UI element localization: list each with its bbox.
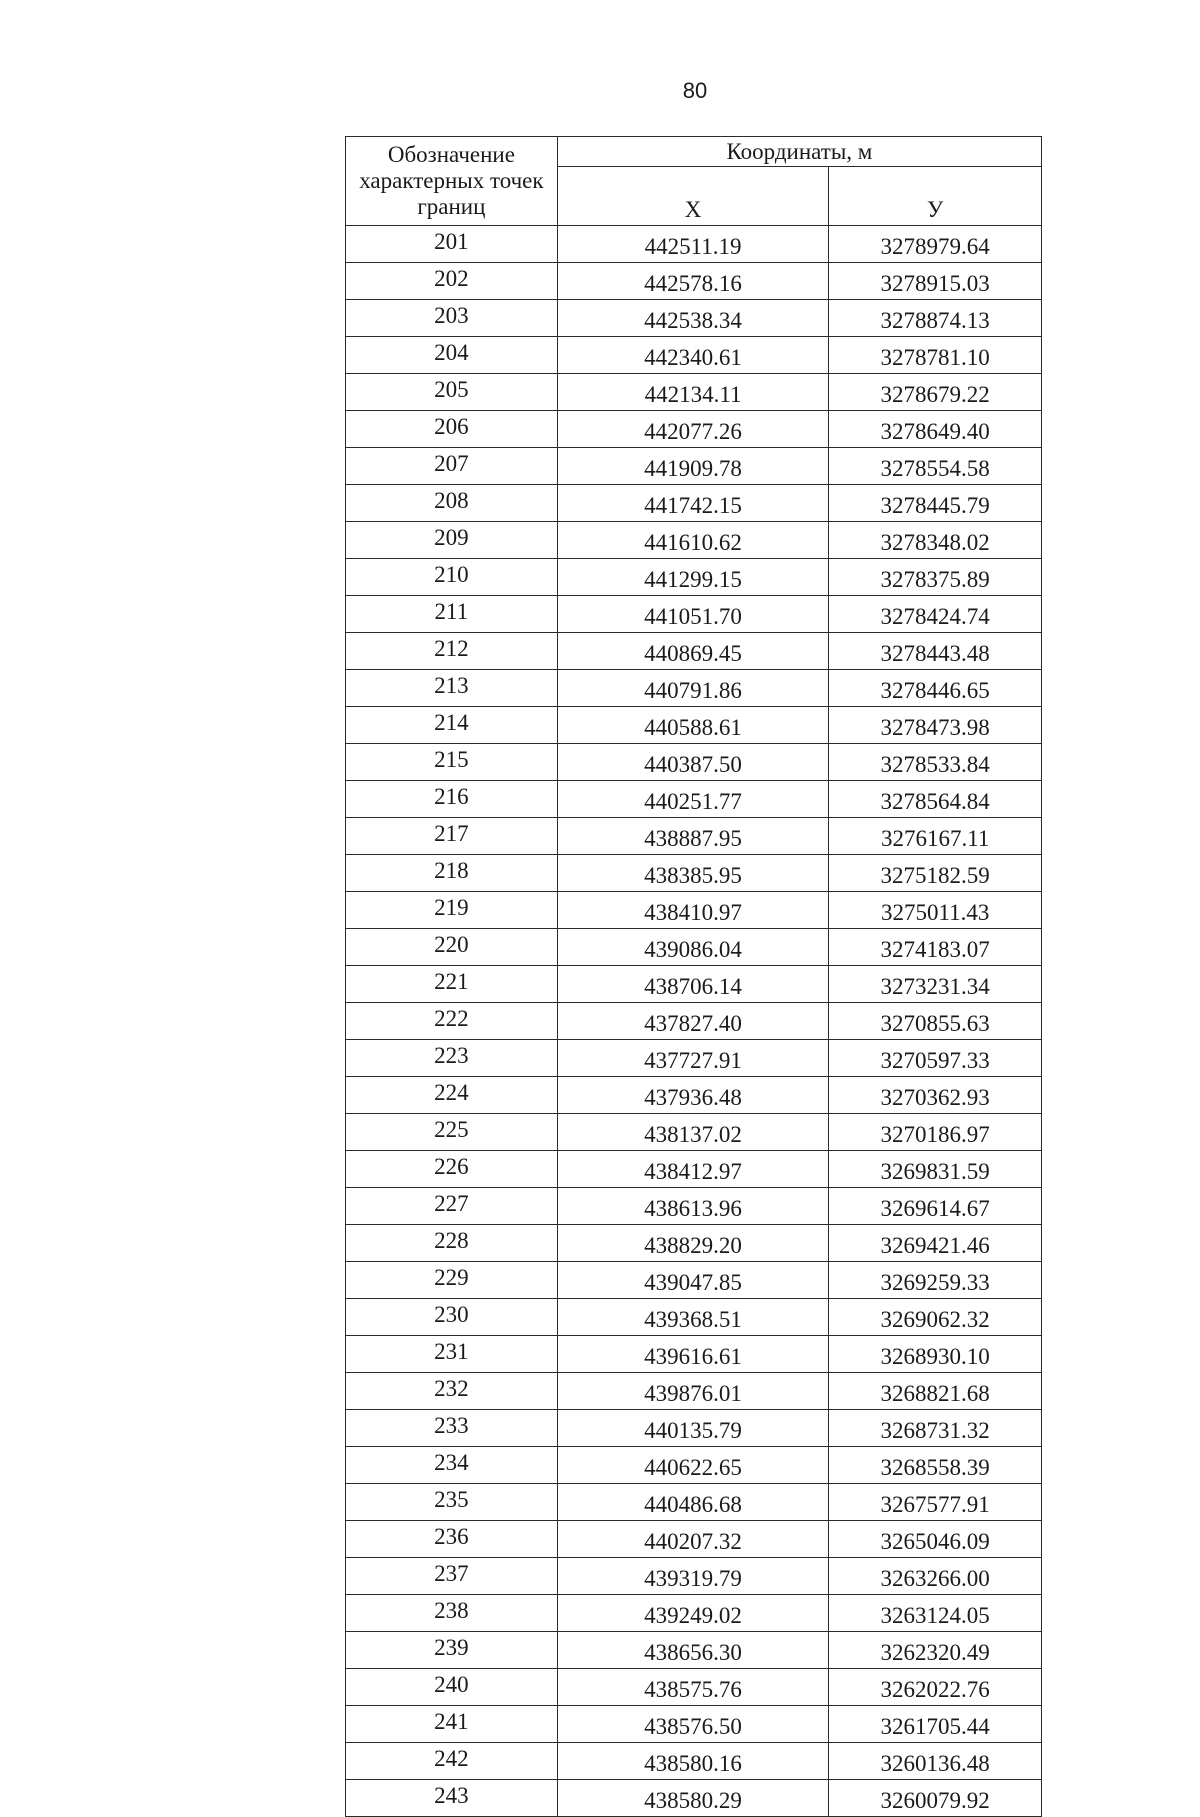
y-coordinate-cell: 3268930.10 — [829, 1336, 1042, 1373]
y-coordinate-cell: 3278348.02 — [829, 522, 1042, 559]
table-row — [346, 1262, 1042, 1299]
point-id-cell: 227 — [346, 1188, 558, 1225]
table-row — [346, 337, 1042, 374]
table-row — [346, 633, 1042, 670]
table-row — [346, 596, 1042, 633]
x-coordinate-cell: 438887.95 — [557, 818, 829, 855]
y-coordinate-cell: 3273231.34 — [829, 966, 1042, 1003]
y-coordinate-cell: 3270855.63 — [829, 1003, 1042, 1040]
x-coordinate-cell: 439319.79 — [557, 1558, 829, 1595]
point-id-cell: 230 — [346, 1299, 558, 1336]
y-coordinate-cell: 3278533.84 — [829, 744, 1042, 781]
point-id-cell: 222 — [346, 1003, 558, 1040]
table-row — [346, 1521, 1042, 1558]
point-id-cell: 220 — [346, 929, 558, 966]
y-coordinate-cell: 3268731.32 — [829, 1410, 1042, 1447]
y-coordinate-cell: 3265046.09 — [829, 1521, 1042, 1558]
y-coordinate-cell: 3270597.33 — [829, 1040, 1042, 1077]
table-row — [346, 929, 1042, 966]
y-coordinate-cell: 3260079.92 — [829, 1780, 1042, 1817]
header-point-designation: Обозначение характерных точек границ — [346, 137, 558, 226]
table-row — [346, 707, 1042, 744]
table-row — [346, 1669, 1042, 1706]
table-row — [346, 1225, 1042, 1262]
x-coordinate-cell: 442340.61 — [557, 337, 829, 374]
x-coordinate-cell: 442578.16 — [557, 263, 829, 300]
y-coordinate-cell: 3278874.13 — [829, 300, 1042, 337]
table-row — [346, 1706, 1042, 1743]
x-coordinate-cell: 441051.70 — [557, 596, 829, 633]
point-id-cell: 243 — [346, 1780, 558, 1817]
table-row — [346, 522, 1042, 559]
point-id-cell: 213 — [346, 670, 558, 707]
point-id-cell: 217 — [346, 818, 558, 855]
y-coordinate-cell: 3263124.05 — [829, 1595, 1042, 1632]
header-coordinates: Координаты, м — [557, 137, 1041, 167]
point-id-cell: 201 — [346, 226, 558, 263]
point-id-cell: 206 — [346, 411, 558, 448]
point-id-cell: 215 — [346, 744, 558, 781]
y-coordinate-cell: 3261705.44 — [829, 1706, 1042, 1743]
table-row — [346, 263, 1042, 300]
table-row — [346, 966, 1042, 1003]
table-row — [346, 1299, 1042, 1336]
table-row — [346, 1743, 1042, 1780]
y-coordinate-cell: 3260136.48 — [829, 1743, 1042, 1780]
point-id-cell: 209 — [346, 522, 558, 559]
table-row — [346, 411, 1042, 448]
table-row — [346, 485, 1042, 522]
x-coordinate-cell: 439876.01 — [557, 1373, 829, 1410]
table-row — [346, 1780, 1042, 1817]
x-coordinate-cell: 440387.50 — [557, 744, 829, 781]
y-coordinate-cell: 3269614.67 — [829, 1188, 1042, 1225]
y-coordinate-cell: 3270362.93 — [829, 1077, 1042, 1114]
point-id-cell: 208 — [346, 485, 558, 522]
y-coordinate-cell: 3268821.68 — [829, 1373, 1042, 1410]
x-coordinate-cell: 438613.96 — [557, 1188, 829, 1225]
y-coordinate-cell: 3278445.79 — [829, 485, 1042, 522]
point-id-cell: 212 — [346, 633, 558, 670]
x-coordinate-cell: 440251.77 — [557, 781, 829, 818]
y-coordinate-cell: 3262320.49 — [829, 1632, 1042, 1669]
x-coordinate-cell: 437827.40 — [557, 1003, 829, 1040]
point-id-cell: 216 — [346, 781, 558, 818]
x-coordinate-cell: 441909.78 — [557, 448, 829, 485]
x-coordinate-cell: 438580.29 — [557, 1780, 829, 1817]
page-number: 80 — [682, 78, 708, 103]
x-coordinate-cell: 442077.26 — [557, 411, 829, 448]
x-coordinate-cell: 440486.68 — [557, 1484, 829, 1521]
table-row — [346, 1114, 1042, 1151]
y-coordinate-cell: 3275182.59 — [829, 855, 1042, 892]
x-coordinate-cell: 440869.45 — [557, 633, 829, 670]
x-coordinate-cell: 442511.19 — [557, 226, 829, 263]
x-coordinate-cell: 440135.79 — [557, 1410, 829, 1447]
point-id-cell: 229 — [346, 1262, 558, 1299]
x-coordinate-cell: 438829.20 — [557, 1225, 829, 1262]
x-coordinate-cell: 437727.91 — [557, 1040, 829, 1077]
table-header — [346, 137, 1042, 226]
point-id-cell: 236 — [346, 1521, 558, 1558]
table-row — [346, 1484, 1042, 1521]
y-coordinate-cell: 3278473.98 — [829, 707, 1042, 744]
table-row — [346, 374, 1042, 411]
y-coordinate-cell: 3269831.59 — [829, 1151, 1042, 1188]
point-id-cell: 228 — [346, 1225, 558, 1262]
point-id-cell: 223 — [346, 1040, 558, 1077]
point-id-cell: 202 — [346, 263, 558, 300]
y-coordinate-cell: 3278649.40 — [829, 411, 1042, 448]
table-row — [346, 1040, 1042, 1077]
y-coordinate-cell: 3267577.91 — [829, 1484, 1042, 1521]
point-id-cell: 210 — [346, 559, 558, 596]
point-id-cell: 238 — [346, 1595, 558, 1632]
table-row — [346, 559, 1042, 596]
y-coordinate-cell: 3262022.76 — [829, 1669, 1042, 1706]
y-coordinate-cell: 3278915.03 — [829, 263, 1042, 300]
x-coordinate-cell: 440207.32 — [557, 1521, 829, 1558]
y-coordinate-cell: 3278424.74 — [829, 596, 1042, 633]
point-id-cell: 241 — [346, 1706, 558, 1743]
x-coordinate-cell: 439368.51 — [557, 1299, 829, 1336]
table-row — [346, 1558, 1042, 1595]
point-id-cell: 242 — [346, 1743, 558, 1780]
x-coordinate-cell: 438706.14 — [557, 966, 829, 1003]
y-coordinate-cell: 3278979.64 — [829, 226, 1042, 263]
point-id-cell: 224 — [346, 1077, 558, 1114]
y-coordinate-cell: 3278679.22 — [829, 374, 1042, 411]
point-id-cell: 204 — [346, 337, 558, 374]
point-id-cell: 203 — [346, 300, 558, 337]
y-coordinate-cell: 3278564.84 — [829, 781, 1042, 818]
y-coordinate-cell: 3275011.43 — [829, 892, 1042, 929]
y-coordinate-cell: 3276167.11 — [829, 818, 1042, 855]
table-row — [346, 1373, 1042, 1410]
x-coordinate-cell: 438410.97 — [557, 892, 829, 929]
x-coordinate-cell: 438656.30 — [557, 1632, 829, 1669]
point-id-cell: 237 — [346, 1558, 558, 1595]
table-row — [346, 1151, 1042, 1188]
point-id-cell: 219 — [346, 892, 558, 929]
point-id-cell: 221 — [346, 966, 558, 1003]
header-x: X — [557, 167, 829, 226]
table-row — [346, 300, 1042, 337]
y-coordinate-cell: 3269421.46 — [829, 1225, 1042, 1262]
table-row — [346, 1410, 1042, 1447]
y-coordinate-cell: 3269062.32 — [829, 1299, 1042, 1336]
point-id-cell: 207 — [346, 448, 558, 485]
x-coordinate-cell: 438137.02 — [557, 1114, 829, 1151]
y-coordinate-cell: 3278375.89 — [829, 559, 1042, 596]
y-coordinate-cell: 3274183.07 — [829, 929, 1042, 966]
table-row — [346, 1632, 1042, 1669]
table-row — [346, 1595, 1042, 1632]
y-coordinate-cell: 3278443.48 — [829, 633, 1042, 670]
x-coordinate-cell: 442538.34 — [557, 300, 829, 337]
table-row — [346, 448, 1042, 485]
x-coordinate-cell: 439616.61 — [557, 1336, 829, 1373]
table-body — [346, 226, 1042, 1817]
x-coordinate-cell: 439249.02 — [557, 1595, 829, 1632]
point-id-cell: 233 — [346, 1410, 558, 1447]
table-row — [346, 744, 1042, 781]
x-coordinate-cell: 439047.85 — [557, 1262, 829, 1299]
table-row — [346, 226, 1042, 263]
point-id-cell: 240 — [346, 1669, 558, 1706]
table-row — [346, 1447, 1042, 1484]
point-id-cell: 214 — [346, 707, 558, 744]
y-coordinate-cell: 3278554.58 — [829, 448, 1042, 485]
x-coordinate-cell: 438580.16 — [557, 1743, 829, 1780]
y-coordinate-cell: 3278781.10 — [829, 337, 1042, 374]
point-id-cell: 234 — [346, 1447, 558, 1484]
x-coordinate-cell: 441299.15 — [557, 559, 829, 596]
table-row — [346, 1003, 1042, 1040]
table-row — [346, 781, 1042, 818]
table-row — [346, 1077, 1042, 1114]
point-id-cell: 225 — [346, 1114, 558, 1151]
x-coordinate-cell: 442134.11 — [557, 374, 829, 411]
table-row — [346, 670, 1042, 707]
point-id-cell: 211 — [346, 596, 558, 633]
x-coordinate-cell: 440622.65 — [557, 1447, 829, 1484]
x-coordinate-cell: 440791.86 — [557, 670, 829, 707]
x-coordinate-cell: 439086.04 — [557, 929, 829, 966]
y-coordinate-cell: 3268558.39 — [829, 1447, 1042, 1484]
point-id-cell: 239 — [346, 1632, 558, 1669]
x-coordinate-cell: 441610.62 — [557, 522, 829, 559]
point-id-cell: 226 — [346, 1151, 558, 1188]
table-row — [346, 892, 1042, 929]
coordinates-table — [345, 136, 1042, 1817]
y-coordinate-cell: 3269259.33 — [829, 1262, 1042, 1299]
x-coordinate-cell: 437936.48 — [557, 1077, 829, 1114]
point-id-cell: 218 — [346, 855, 558, 892]
table-row — [346, 1336, 1042, 1373]
y-coordinate-cell: 3270186.97 — [829, 1114, 1042, 1151]
x-coordinate-cell: 441742.15 — [557, 485, 829, 522]
table-row — [346, 1188, 1042, 1225]
table-row — [346, 855, 1042, 892]
y-coordinate-cell: 3263266.00 — [829, 1558, 1042, 1595]
x-coordinate-cell: 438575.76 — [557, 1669, 829, 1706]
x-coordinate-cell: 440588.61 — [557, 707, 829, 744]
point-id-cell: 235 — [346, 1484, 558, 1521]
y-coordinate-cell: 3278446.65 — [829, 670, 1042, 707]
point-id-cell: 231 — [346, 1336, 558, 1373]
point-id-cell: 205 — [346, 374, 558, 411]
x-coordinate-cell: 438385.95 — [557, 855, 829, 892]
table-row — [346, 818, 1042, 855]
header-y: У — [829, 167, 1042, 226]
x-coordinate-cell: 438576.50 — [557, 1706, 829, 1743]
point-id-cell: 232 — [346, 1373, 558, 1410]
x-coordinate-cell: 438412.97 — [557, 1151, 829, 1188]
